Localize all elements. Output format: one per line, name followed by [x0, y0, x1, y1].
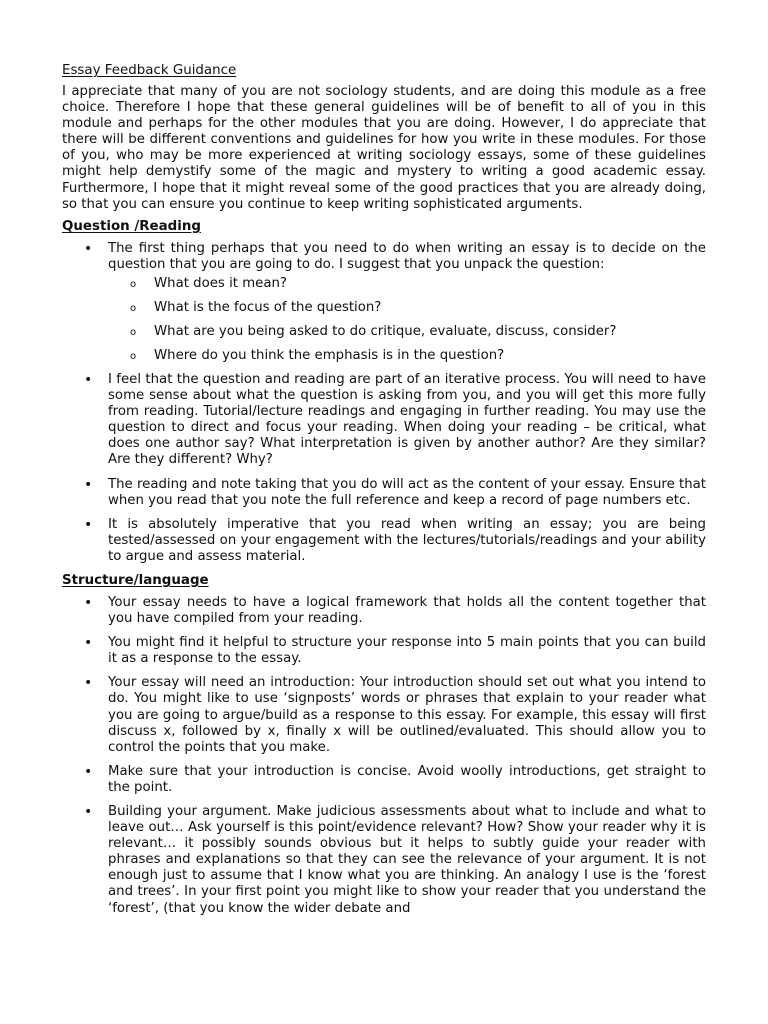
bullet-text: The first thing perhaps that you need to do when writing an essay is to decide on the question that you are going to do. I suggest that you unpack the question: — [108, 240, 706, 272]
document-title: Essay Feedback Guidance — [62, 63, 237, 78]
list-item: • Your essay will need an introduction: Your introduction should set out what you intend to do. You might like to use ‘signposts’ words or phrases that explain to your reader what you are going to argue/build as a response to this essay. For example, this essay will first discuss x, followed by x, finally x will be outlined/evaluated. This should allow you to control the points that you make. — [62, 675, 706, 755]
list-item: • It is absolutely imperative that you read when writing an essay; you are being tested/assessed on your engagement with the lectures/tutorials/readings and your ability to argue and assess material. — [62, 517, 706, 565]
list-item: • Make sure that your introduction is concise. Avoid woolly introductions, get straight to the point. — [62, 764, 706, 796]
list-item: • I feel that the question and reading are part of an iterative process. You will need to have some sense about what the question is asking from you, and you will get this more fully from reading. Tutorial/lecture readings and engaging in further reading. You may use the question to direct and focus your reading. When doing your reading – be critical, what does one author say? What interpretation is given by another author? Are they similar? Are they different? Why? — [62, 372, 706, 469]
list-item — [62, 241, 706, 364]
sub-list-item: o What is the focus of the question? — [108, 300, 706, 316]
sub-list-item: o What does it mean? — [108, 276, 706, 292]
unpack-question-sublist — [108, 276, 706, 364]
structure-language-list — [62, 595, 706, 917]
list-item: • The reading and note taking that you do will act as the content of your essay. Ensure that when you read that you note the full reference and keep a record of page numbers etc. — [62, 477, 706, 509]
list-item: • Your essay needs to have a logical framework that holds all the content together that you have compiled from your reading. — [62, 595, 706, 627]
sub-list-item: o Where do you think the emphasis is in the question? — [108, 348, 706, 364]
question-reading-list — [62, 241, 706, 565]
list-item: • Building your argument. Make judicious assessments about what to include and what to leave out… Ask yourself is this point/evidence relevant? How? Show your reader why it is relevant… it possibly sounds obvious but it helps to subtly guide your reader with phrases and explanations so that they can see the relevance of your argument. It is not enough just to assume that I know what you are thinking. An analogy I use is the ‘forest and trees’. In your first point you might like to show your reader that you understand the ‘forest’, (that you know the wider debate and — [62, 804, 706, 917]
section-heading-question-reading: Question /Reading — [62, 218, 201, 234]
intro-paragraph: I appreciate that many of you are not sociology students, and are doing this module as a free choice. Therefore I hope that these general guidelines will be of benefit to all of you in this module and perhaps for the other modules that you are doing. However, I do appreciate that there will be different conventions and guidelines for how you write in these modules. For those of you, who may be more experienced at writing sociology essays, some of these guidelines might help demystify some of the magic and mystery to writing a good academic essay. Furthermore, I hope that it might reveal some of the good practices that you are already doing, so that you can ensure you continue to keep writing sophisticated arguments. — [62, 84, 706, 212]
section-heading-structure-language: Structure/language — [62, 572, 209, 588]
list-item: • You might find it helpful to structure your response into 5 main points that you can build it as a response to the essay. — [62, 635, 706, 667]
sub-list-item: o What are you being asked to do critique, evaluate, discuss, consider? — [108, 324, 706, 340]
